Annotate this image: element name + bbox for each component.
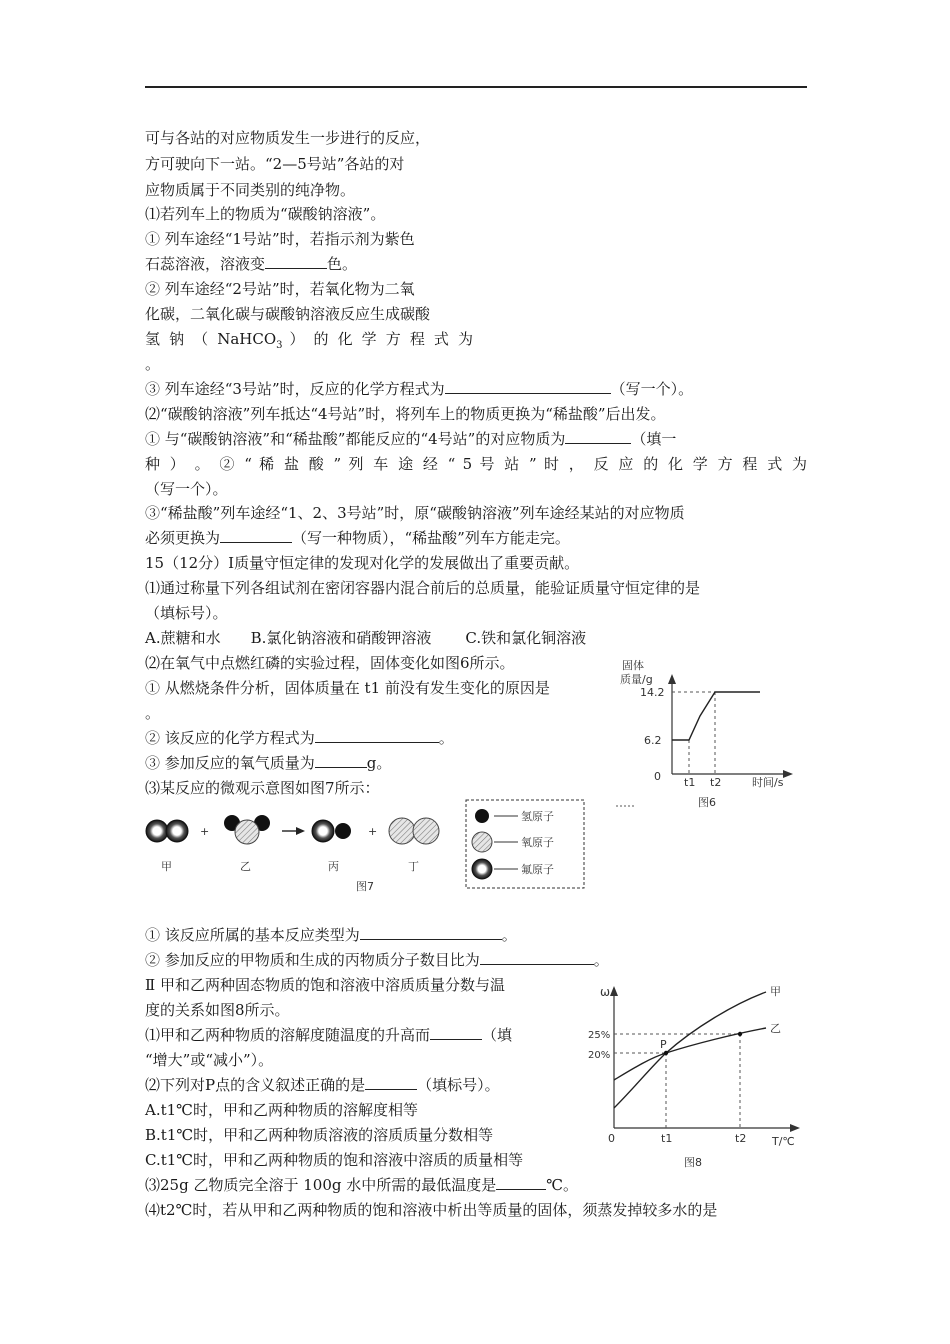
text-segment: 。 xyxy=(593,951,609,969)
text-line xyxy=(145,429,676,449)
fig8-x-arrow xyxy=(790,1124,800,1132)
answer-blank[interactable] xyxy=(315,753,367,768)
fig7-legend xyxy=(466,800,584,888)
text-segment: ） 的 化 学 方 程 式 为 xyxy=(282,330,473,348)
text-segment: ℃。 xyxy=(546,1176,579,1194)
text-line xyxy=(145,254,357,274)
answer-blank[interactable] xyxy=(496,1175,546,1190)
fig8-xlabel: T/℃ xyxy=(772,1135,795,1148)
answer-blank[interactable] xyxy=(265,254,327,269)
text-line: ③“稀盐酸”列车途经“1、2、3号站”时，原“碳酸钠溶液”列车途经某站的对应物质 xyxy=(145,504,685,522)
fig6-caption: 图6 xyxy=(698,796,716,809)
text-segment: ⑶25g 乙物质完全溶于 100g 水中所需的最低温度是 xyxy=(145,1176,497,1194)
option-b: B.氯化钠溶液和硝酸钾溶液 xyxy=(250,629,432,647)
fig8-curve-jia xyxy=(614,992,766,1108)
text-line: ⑶某反应的微观示意图如图7所示： xyxy=(145,779,380,797)
text-line: 度的关系如图8所示。 xyxy=(145,1001,290,1019)
legend-f: 氟原子 xyxy=(521,863,554,876)
fig8-caption: 图8 xyxy=(684,1156,702,1169)
text-segment: ② 参加反应的甲物质和生成的丙物质分子数目比为 xyxy=(145,951,480,969)
fig6-ylabel1: 固体 xyxy=(622,659,644,672)
options-line xyxy=(145,628,586,648)
text-line: 应物质属于不同类别的纯净物。 xyxy=(145,181,356,199)
text-line: Ⅱ 甲和乙两种固态物质的饱和溶液中溶质质量分数与温 xyxy=(145,976,505,994)
text-line: “增大”或“减小”）。 xyxy=(145,1051,274,1069)
label-yi: 乙 xyxy=(240,860,251,873)
figure-7 xyxy=(140,798,600,896)
text-line: （写一个）。 xyxy=(145,480,228,498)
text-line xyxy=(145,528,570,548)
text-line xyxy=(145,329,473,356)
text-segment: g。 xyxy=(366,754,392,772)
text-segment: ① 与“碳酸钠溶液”和“稀盐酸”都能反应的“4号站”的对应物质为 xyxy=(145,430,566,448)
fig8-y-arrow xyxy=(610,986,618,996)
text-segment: （写一个）。 xyxy=(610,380,694,398)
text-segment: ③ 列车途经“3号站”时，反应的化学方程式为 xyxy=(145,380,445,398)
fig6-t1: t1 xyxy=(684,776,696,789)
text-line xyxy=(145,379,693,399)
text-segment: （填 xyxy=(482,1026,513,1044)
option-a: A.蔗糖和水 xyxy=(145,629,221,647)
text-line: 方可驶向下一站。“2—5号站”各站的对 xyxy=(145,155,405,173)
answer-blank[interactable] xyxy=(220,528,292,543)
fig6-curve xyxy=(672,692,760,740)
label-bing: 丙 xyxy=(328,860,339,873)
molecule-ding xyxy=(389,818,439,844)
text-line: ② 列车途经“2号站”时，若氧化物为二氧 xyxy=(145,280,415,298)
text-segment: ⑴甲和乙两种物质的溶解度随温度的升高而 xyxy=(145,1026,431,1044)
label-ding: 丁 xyxy=(408,860,419,873)
fig8-label-jia: 甲 xyxy=(770,985,781,998)
figure-6 xyxy=(612,656,812,816)
text-line: ⑷t2℃时，若从甲和乙两种物质的饱和溶液中析出等质量的固体，须蒸发掉较多水的是 xyxy=(145,1201,718,1219)
text-line xyxy=(145,1025,512,1045)
molecule-bing xyxy=(312,820,351,842)
text-line xyxy=(145,1175,578,1195)
text-segment: 必须更换为 xyxy=(145,529,221,547)
text-line xyxy=(145,925,517,945)
text-segment: 。 xyxy=(501,926,517,944)
legend-o: 氧原子 xyxy=(521,836,554,849)
answer-blank[interactable] xyxy=(430,1025,482,1040)
text-line: ⑵“碳酸钠溶液”列车抵达“4号站”时，将列车上的物质更换为“稀盐酸”后出发。 xyxy=(145,405,666,423)
question-header: 15（12分）Ⅰ质量守恒定律的发现对化学的发展做出了重要贡献。 xyxy=(145,554,580,572)
text-line: 。 xyxy=(145,704,161,722)
legend-h: 氢原子 xyxy=(521,810,554,823)
answer-blank[interactable] xyxy=(360,925,502,940)
answer-blank[interactable] xyxy=(315,728,439,743)
text-line: 化碳，二氧化碳与碳酸钠溶液反应生成碳酸 xyxy=(145,305,431,323)
fig6-t2: t2 xyxy=(710,776,722,789)
fig8-t1: t1 xyxy=(661,1132,673,1145)
fig6-y-arrow xyxy=(668,674,676,684)
fig8-point-p xyxy=(664,1051,668,1055)
text-line: 可与各站的对应物质发生一步进行的反应， xyxy=(145,129,431,147)
header-rule xyxy=(145,86,807,88)
text-line: （填标号）。 xyxy=(145,604,228,622)
fig6-ylabel2: 质量/g xyxy=(620,673,653,686)
text-segment: ③ 参加反应的氧气质量为 xyxy=(145,754,315,772)
fig8-label-yi: 乙 xyxy=(770,1022,781,1035)
text-line xyxy=(145,753,391,773)
option-c: C.铁和氯化铜溶液 xyxy=(465,629,587,647)
fig8-p-label: P xyxy=(660,1038,667,1051)
fig6-x-arrow xyxy=(783,770,793,778)
fig6-xlabel: 时间/s xyxy=(752,776,784,789)
text-segment: ① 该反应所属的基本反应类型为 xyxy=(145,926,360,944)
text-line: ① 从燃烧条件分析，固体质量在 t1 前没有发生变化的原因是 xyxy=(145,679,550,697)
option-c: C.t1℃时，甲和乙两种物质的饱和溶液中溶质的质量相等 xyxy=(145,1151,524,1169)
answer-blank[interactable] xyxy=(480,950,594,965)
text-line: 。 xyxy=(145,355,161,373)
option-a: A.t1℃时，甲和乙两种物质的溶解度相等 xyxy=(145,1101,418,1119)
fig8-y20: 20% xyxy=(588,1050,611,1061)
fig8-point-t2 xyxy=(738,1032,742,1036)
arrow-head xyxy=(296,827,305,835)
molecule-jia xyxy=(146,820,188,842)
text-segment: （填一 xyxy=(631,430,677,448)
text-line xyxy=(145,728,454,748)
plus-sign: + xyxy=(200,825,210,838)
answer-blank[interactable] xyxy=(445,379,611,394)
text-line: ⑴若列车上的物质为“碳酸钠溶液”。 xyxy=(145,205,386,223)
fig7-caption: 图7 xyxy=(356,880,374,893)
text-segment: 石蕊溶液，溶液变 xyxy=(145,255,266,273)
text-segment: （填标号）。 xyxy=(417,1076,500,1094)
answer-blank[interactable] xyxy=(565,429,631,444)
text-line xyxy=(145,1075,500,1095)
fig8-t2: t2 xyxy=(735,1132,747,1145)
answer-blank[interactable] xyxy=(365,1075,417,1090)
molecule-yi xyxy=(224,815,270,844)
fig8-y25: 25% xyxy=(588,1030,611,1041)
text-segment: ② 该反应的化学方程式为 xyxy=(145,729,315,747)
text-segment: 色。 xyxy=(327,255,358,273)
fig8-curve-yi xyxy=(614,1028,766,1080)
plus-sign: + xyxy=(368,825,378,838)
figure-8 xyxy=(584,980,810,1176)
text-line: ⑴通过称量下列各组试剂在密闭容器内混合前后的总质量，能验证质量守恒定律的是 xyxy=(145,579,701,597)
option-b: B.t1℃时，甲和乙两种物质溶液的溶质质量分数相等 xyxy=(145,1126,494,1144)
text-segment: 。 xyxy=(438,729,454,747)
text-segment: ⑵下列对P点的含义叙述正确的是 xyxy=(145,1076,366,1094)
text-line: 种 ） 。 ② “ 稀 盐 酸 ” 列 车 途 经 “ 5 号 站 ” 时 ， 反 应 的 化 学 方 程 式 为 xyxy=(145,455,807,473)
text-line: ① 列车途经“1号站”时，若指示剂为紫色 xyxy=(145,230,415,248)
fig6-y-low: 6.2 xyxy=(644,734,662,747)
text-line: ⑵在氧气中点燃红磷的实验过程，固体变化如图6所示。 xyxy=(145,654,515,672)
text-line xyxy=(145,950,609,970)
text-segment: 氢 钠 （ NaHCO xyxy=(145,330,277,348)
fig6-origin: 0 xyxy=(654,770,661,783)
label-jia: 甲 xyxy=(161,860,172,873)
text-segment: （写一种物质），“稀盐酸”列车方能走完。 xyxy=(292,529,570,547)
fig8-origin: 0 xyxy=(608,1132,615,1145)
fig6-y-high: 14.2 xyxy=(640,686,665,699)
fig8-ylabel: ω xyxy=(600,985,611,999)
subscript: 3 xyxy=(276,340,283,351)
